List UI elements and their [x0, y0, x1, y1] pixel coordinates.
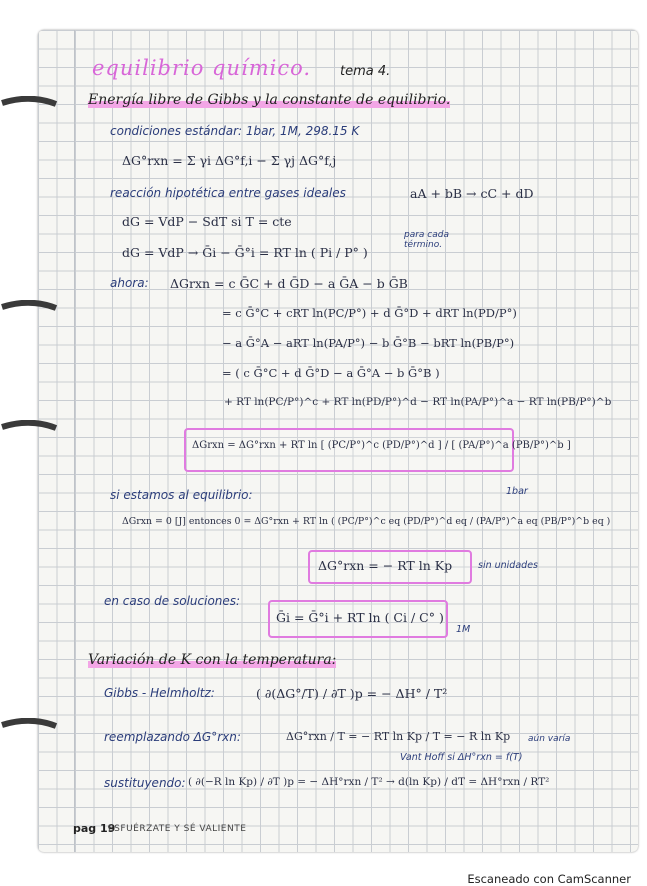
equation-sustituyendo: ( ∂(−R ln Kp) / ∂T )p = − ΔH°rxn / T² → d(ln Kp) / dT = ΔH°rxn / RT² — [188, 776, 550, 788]
equation-standard: ΔG°rxn = Σ γi ΔG°f,i − Σ γj ΔG°f,j — [122, 153, 337, 168]
equation-line-5: + RT ln(PC/P°)^c + RT ln(PD/P°)^d − RT ln(PA/P°)^a − RT ln(PB/P°)^b — [224, 396, 612, 408]
reaction-label: reacción hipotética entre gases ideales — [110, 186, 346, 200]
boxed-equation-1-text: ΔGrxn = ΔG°rxn + RT ln [ (PC/P°)^c (PD/P°)^d ] / [ (PA/P°)^a (PB/P°)^b ] — [192, 440, 571, 451]
scanner-watermark: Escaneado con CamScanner — [467, 872, 631, 886]
equation-reemplazando: ΔG°rxn / T = − RT ln Kp / T = − R ln Kp — [286, 730, 511, 743]
binder-ring — [0, 420, 58, 434]
equation-line-3: − a Ḡ°A − aRT ln(PA/P°) − b Ḡ°B − bRT ln(PB/P°) — [222, 336, 515, 350]
section-heading-variation: Variación de K con la temperatura: — [88, 652, 337, 668]
sustituyendo-label: sustituyendo: — [104, 776, 186, 790]
boxed-equation-3-text: Ḡi = Ḡ°i + RT ln ( Ci / C° ) — [276, 610, 444, 625]
reaction-equation: aA + bB → cC + dD — [410, 186, 534, 201]
binder-ring — [0, 300, 58, 314]
conditions-text: condiciones estándar: 1bar, 1M, 298.15 K — [110, 124, 360, 138]
equation-line-2: = c Ḡ°C + cRT ln(PC/P°) + d Ḡ°D + dRT ln(PD/P°) — [222, 306, 517, 320]
footer-motto: ESFUÉRZATE Y SÉ VALIENTE — [108, 824, 247, 834]
note-aun-varia: aún varía — [528, 734, 571, 744]
boxed-equation-2-text: ΔG°rxn = − RT ln Kp — [318, 558, 453, 573]
binder-ring — [0, 96, 58, 110]
binder-ring — [0, 718, 58, 732]
note-each-term: para cada término. — [404, 230, 449, 250]
section-heading-gibbs: Energía libre de Gibbs y la constante de equilibrio. — [88, 92, 451, 108]
equation-equilibrium: ΔGrxn = 0 [J] entonces 0 = ΔG°rxn + RT ln ( (PC/P°)^c eq (PD/P°)^d eq / (PA/P°)^a eq (PB/P°)^b eq ) — [122, 516, 611, 527]
note-1M: 1M — [456, 624, 471, 635]
solutions-label: en caso de soluciones: — [104, 594, 241, 608]
equation-line-4: = ( c Ḡ°C + d Ḡ°D − a Ḡ°A − b Ḡ°B ) — [222, 366, 440, 380]
equation-dG-vdp: dG = VdP → Ḡi − Ḡ°i = RT ln ( Pi / P° ) — [122, 245, 368, 260]
ahora-label: ahora: — [110, 276, 149, 290]
tema-label: tema 4. — [340, 64, 391, 79]
note-1bar: 1bar — [506, 486, 528, 497]
note-vant-hoff: Vant Hoff si ΔH°rxn = f(T) — [400, 752, 523, 763]
gibbs-helmholtz-label: Gibbs - Helmholtz: — [104, 686, 215, 700]
equilibrium-label: si estamos al equilibrio: — [110, 488, 253, 502]
equation-dG: dG = VdP − SdT si T = cte — [122, 214, 292, 229]
page-title: equilibrio químico. — [92, 56, 312, 80]
equation-ahora: ΔGrxn = c ḠC + d ḠD − a ḠA − b ḠB — [170, 276, 408, 291]
note-sin-unidades: sin unidades — [478, 560, 538, 571]
reemplazando-label: reemplazando ΔG°rxn: — [104, 730, 241, 744]
margin-line — [74, 30, 75, 852]
footer-logo: pag 19 — [73, 822, 116, 835]
equation-gibbs-helmholtz: ( ∂(ΔG°/T) / ∂T )p = − ΔH° / T² — [256, 686, 448, 701]
